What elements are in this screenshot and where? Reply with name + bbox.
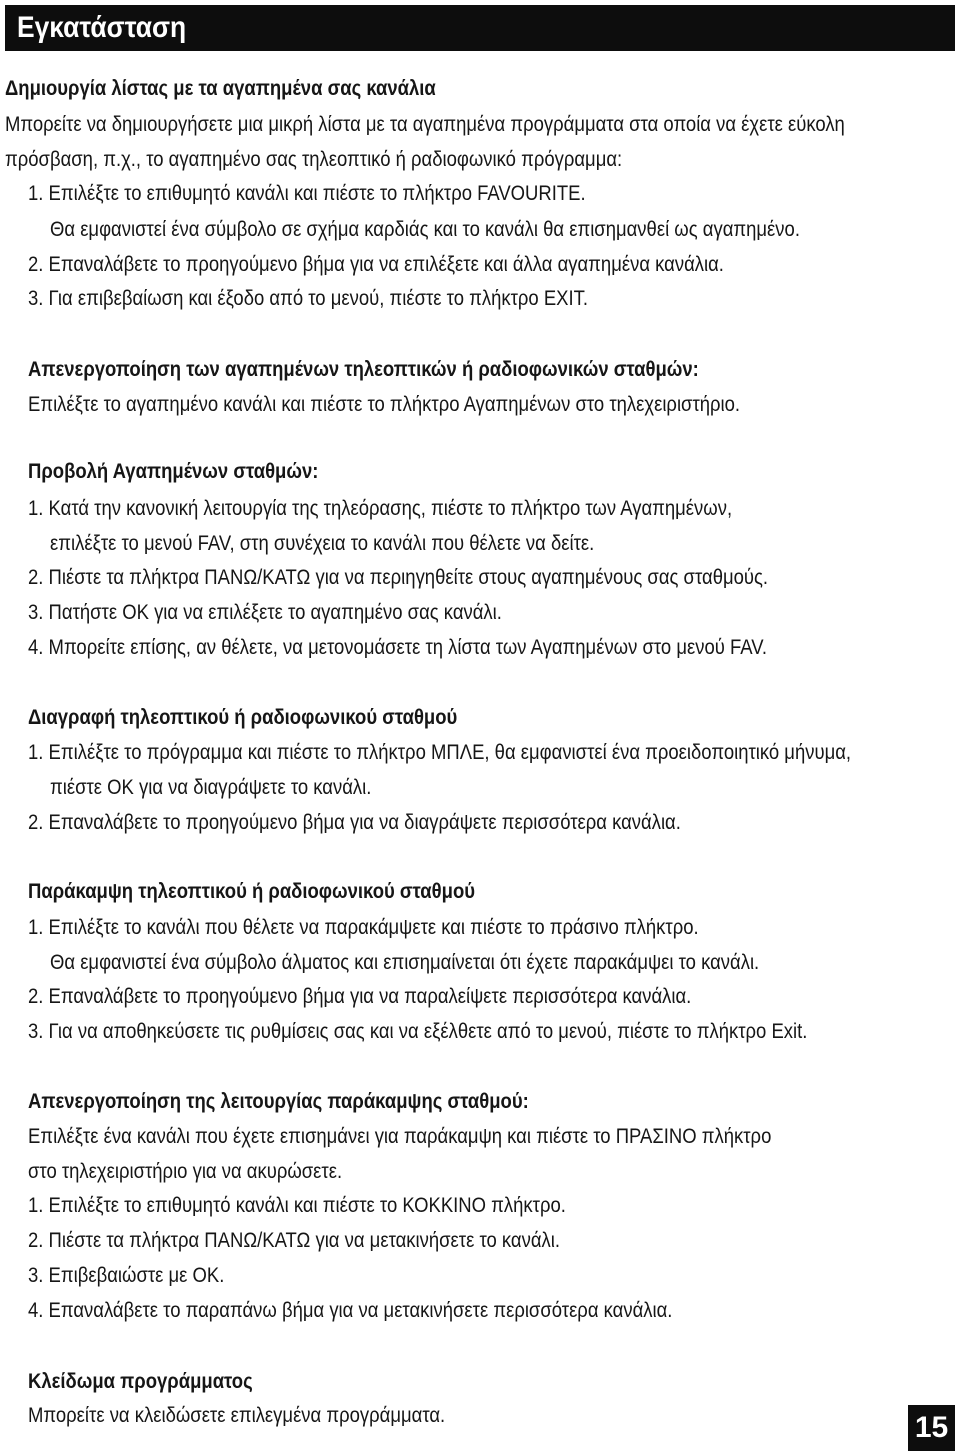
page-title: Εγκατάσταση	[17, 11, 187, 44]
list-item: 1. Κατά την κανονική λειτουργία της τηλεόρασης, πιέστε το πλήκτρο των Αγαπημένων,	[28, 497, 733, 520]
list-item: 2. Επαναλάβετε το προηγούμενο βήμα για να επιλέξετε και άλλα αγαπημένα κανάλια.	[28, 253, 724, 276]
list-item-continuation: επιλέξτε το μενού FAV, στη συνέχεια το κανάλι που θέλετε να δείτε.	[50, 532, 595, 555]
list-item: 1. Επιλέξτε το επιθυμητό κανάλι και πιέστε το ΚΟΚΚΙΝΟ πλήκτρο.	[28, 1194, 566, 1217]
text-line: Μπορείτε να δημιουργήσετε μια μικρή λίστα με τα αγαπημένα προγράμματα στα οποία να έχετε εύκολη	[5, 113, 845, 136]
text-line: Επιλέξτε το αγαπημένο κανάλι και πιέστε το πλήκτρο Αγαπημένων στο τηλεχειριστήριο.	[28, 393, 741, 416]
section-heading: Προβολή Αγαπημένων σταθμών:	[28, 460, 319, 483]
list-item-continuation: πιέστε ΟΚ για να διαγράψετε το κανάλι.	[50, 776, 372, 799]
list-item: 3. Πατήστε ΟΚ για να επιλέξετε το αγαπημένο σας κανάλι.	[28, 601, 502, 624]
text-line: στο τηλεχειριστήριο για να ακυρώσετε.	[28, 1160, 343, 1183]
list-item: 4. Μπορείτε επίσης, αν θέλετε, να μετονομάσετε τη λίστα των Αγαπημένων στο μενού FAV.	[28, 636, 767, 659]
list-item-continuation: Θα εμφανιστεί ένα σύμβολο σε σχήμα καρδιάς και το κανάλι θα επισημανθεί ως αγαπημένο.	[50, 218, 800, 241]
page-number: 15	[914, 1411, 949, 1444]
list-item: 2. Πιέστε τα πλήκτρα ΠΑΝΩ/ΚΑΤΩ για να περιηγηθείτε στους αγαπημένους σας σταθμούς.	[28, 566, 769, 589]
list-item: 2. Επαναλάβετε το προηγούμενο βήμα για να διαγράψετε περισσότερα κανάλια.	[28, 811, 681, 834]
header-bar	[5, 5, 955, 51]
list-item-continuation: Θα εμφανιστεί ένα σύμβολο άλματος και επισημαίνεται ότι έχετε παρακάμψει το κανάλι.	[50, 951, 760, 974]
list-item: 1. Επιλέξτε το κανάλι που θέλετε να παρακάμψετε και πιέστε το πράσινο πλήκτρο.	[28, 916, 699, 939]
section-heading: Δημιουργία λίστας με τα αγαπημένα σας κανάλια	[5, 77, 436, 100]
text-line: πρόσβαση, π.χ., το αγαπημένο σας τηλεοπτικό ή ραδιοφωνικό πρόγραμμα:	[5, 148, 623, 171]
list-item: 1. Επιλέξτε το επιθυμητό κανάλι και πιέστε το πλήκτρο FAVOURITE.	[28, 182, 586, 205]
section-heading: Απενεργοποίηση των αγαπημένων τηλεοπτικών ή ραδιοφωνικών σταθμών:	[28, 358, 699, 381]
list-item: 3. Για επιβεβαίωση και έξοδο από το μενού, πιέστε το πλήκτρο EXIT.	[28, 287, 589, 310]
section-heading: Κλείδωμα προγράμματος	[28, 1370, 253, 1393]
section-heading: Απενεργοποίηση της λειτουργίας παράκαμψης σταθμού:	[28, 1090, 529, 1113]
section-heading: Διαγραφή τηλεοπτικού ή ραδιοφωνικού σταθμού	[28, 706, 458, 729]
list-item: 3. Επιβεβαιώστε με ΟΚ.	[28, 1264, 225, 1287]
list-item: 4. Επαναλάβετε το παραπάνω βήμα για να μετακινήσετε περισσότερα κανάλια.	[28, 1299, 673, 1322]
text-line: Μπορείτε να κλειδώσετε επιλεγμένα προγράμματα.	[28, 1404, 446, 1427]
list-item: 1. Επιλέξτε το πρόγραμμα και πιέστε το πλήκτρο ΜΠΛΕ, θα εμφανιστεί ένα προειδοποιητικό μήνυμα,	[28, 741, 852, 764]
list-item: 2. Επαναλάβετε το προηγούμενο βήμα για να παραλείψετε περισσότερα κανάλια.	[28, 985, 692, 1008]
list-item: 3. Για να αποθηκεύσετε τις ρυθμίσεις σας και να εξέλθετε από το μενού, πιέστε το πλήκτρο Exit.	[28, 1020, 808, 1043]
text-line: Επιλέξτε ένα κανάλι που έχετε επισημάνει για παράκαμψη και πιέστε το ΠΡΑΣΙΝΟ πλήκτρο	[28, 1125, 772, 1148]
page-number-box	[908, 1405, 955, 1451]
list-item: 2. Πιέστε τα πλήκτρα ΠΑΝΩ/ΚΑΤΩ για να μετακινήσετε το κανάλι.	[28, 1229, 561, 1252]
section-heading: Παράκαμψη τηλεοπτικού ή ραδιοφωνικού σταθμού	[28, 880, 475, 903]
